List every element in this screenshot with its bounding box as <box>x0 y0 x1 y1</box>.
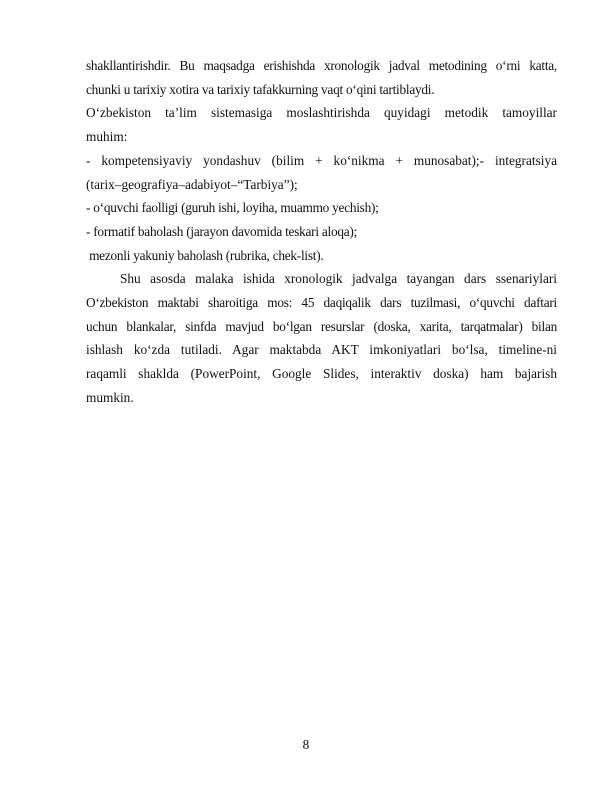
text-line-1: shakllantirishdir. Bu maqsadga erishishda xronologik jadval metodining o‘rni katta, <box>86 58 557 73</box>
text-line-9: mezonli yakuniy baholash (rubrika, chek-list). <box>86 247 324 263</box>
body-text <box>86 54 557 410</box>
text-line-13: ishlash ko‘zda tutiladi. Agar maktabda AKT imkoniyatlari bo‘lsa, timeline-ni <box>86 342 557 358</box>
text-line-11: O‘zbekiston maktabi sharoitiga mos: 45 daqiqalik dars tuzilmasi, o‘quvchi daftari <box>86 295 557 311</box>
text-line-4: muhim: <box>86 129 128 145</box>
text-line-5: - kompetensiyaviy yondashuv (bilim + ko‘nikma + munosabat);- integratsiya <box>86 152 557 168</box>
text-line-12: uchun blankalar, sinfda mavjud bo‘lgan resurslar (doska, xarita, tarqatmalar) bilan <box>86 318 557 334</box>
page-number: 8 <box>302 737 310 752</box>
text-line-7: - o‘quvchi faolligi (guruh ishi, loyiha, muammo yechish); <box>86 200 379 216</box>
text-line-6: (tarix–geografiya–adabiyot–“Tarbiya”); <box>86 176 298 192</box>
text-line-14: raqamli shaklda (PowerPoint, Google Slides, interaktiv doska) ham bajarish <box>86 366 557 382</box>
text-line-2: chunki u tarixiy xotira va tarixiy tafakkurning vaqt o‘qini tartiblaydi. <box>86 81 435 97</box>
text-line-10: Shu asosda malaka ishida xronologik jadvalga tayangan dars ssenariylari <box>120 271 557 287</box>
text-line-8: - formatif baholash (jarayon davomida teskari aloqa); <box>86 223 358 239</box>
text-line-3: O‘zbekiston ta’lim sistemasiga moslashtirishda quyidagi metodik tamoyillar <box>86 105 557 121</box>
text-line-15: mumkin. <box>86 389 134 405</box>
